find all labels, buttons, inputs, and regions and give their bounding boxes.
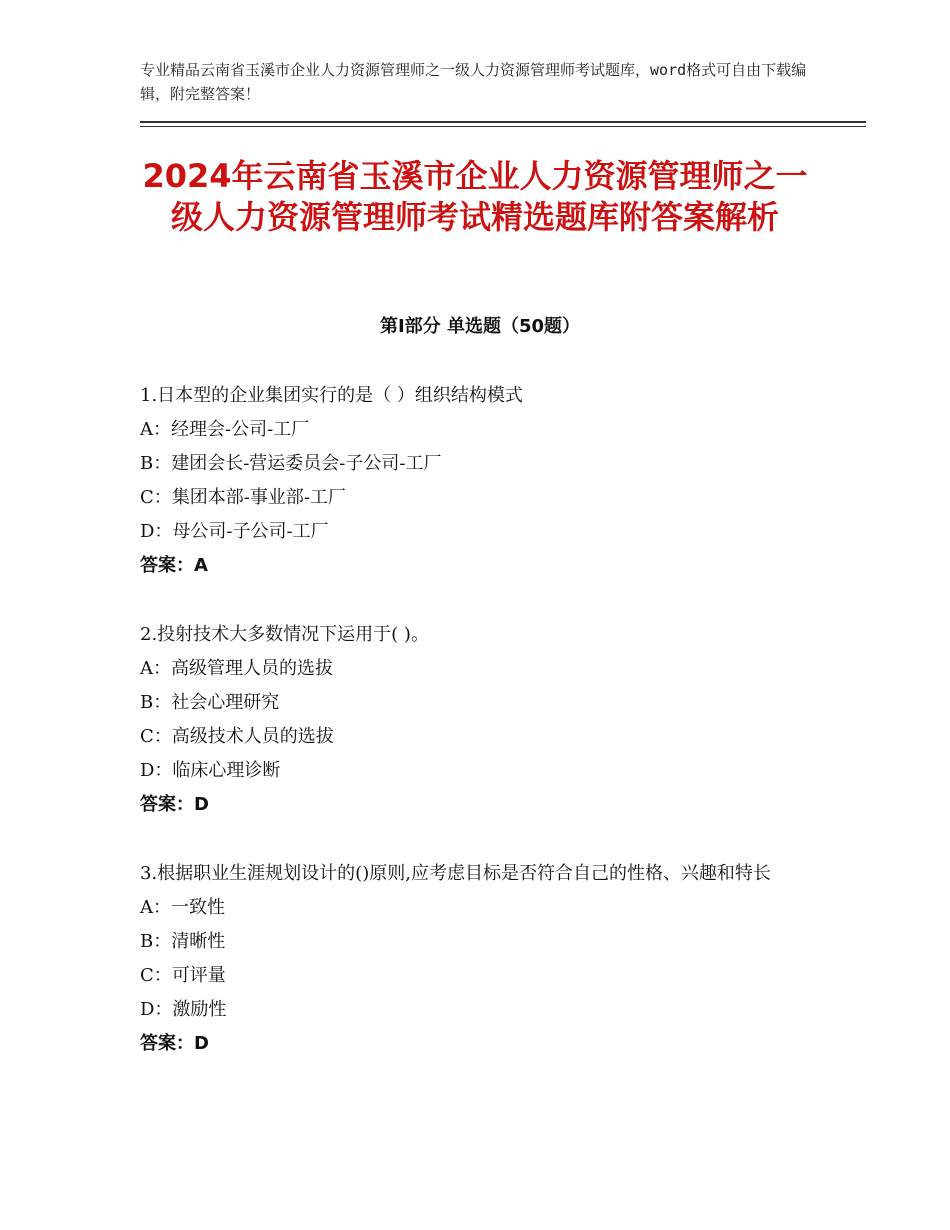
question-2: [140, 618, 820, 822]
header-note: 专业精品云南省玉溪市企业人力资源管理师之一级人力资源管理师考试题库，word格式可自由下载编辑，附完整答案！: [140, 61, 807, 103]
answer: 答案：A: [140, 555, 208, 576]
header-rule-thick: [140, 121, 866, 123]
option-a: A：高级管理人员的选拔: [140, 658, 333, 679]
question-3: [140, 857, 820, 1061]
option-a: A：经理会-公司-工厂: [140, 419, 310, 440]
document-title: 2024年云南省玉溪市企业人力资源管理师之一级人力资源管理师考试精选题库附答案解析: [142, 157, 808, 236]
option-d: D：激励性: [140, 999, 227, 1020]
option-b: B：社会心理研究: [140, 692, 280, 713]
option-d: D：临床心理诊断: [140, 760, 281, 781]
header-rule-thin: [140, 126, 866, 127]
question-stem: 1.日本型的企业集团实行的是（ ）组织结构模式: [140, 385, 523, 406]
option-a: A：一致性: [140, 897, 225, 918]
option-d: D：母公司-子公司-工厂: [140, 521, 329, 542]
question-stem: 3.根据职业生涯规划设计的()原则,应考虑目标是否符合自己的性格、兴趣和特长: [140, 863, 771, 884]
option-c: C：集团本部-事业部-工厂: [140, 487, 346, 508]
answer: 答案：D: [140, 1033, 209, 1054]
option-c: C：可评量: [140, 965, 226, 986]
option-b: B：建团会长-营运委员会-子公司-工厂: [140, 453, 442, 474]
section-title: 第Ⅰ部分 单选题（50题）: [379, 316, 580, 337]
question-1: [140, 379, 820, 583]
answer: 答案：D: [140, 794, 209, 815]
option-c: C：高级技术人员的选拔: [140, 726, 334, 747]
question-stem: 2.投射技术大多数情况下运用于( )。: [140, 624, 429, 645]
option-b: B：清晰性: [140, 931, 226, 952]
